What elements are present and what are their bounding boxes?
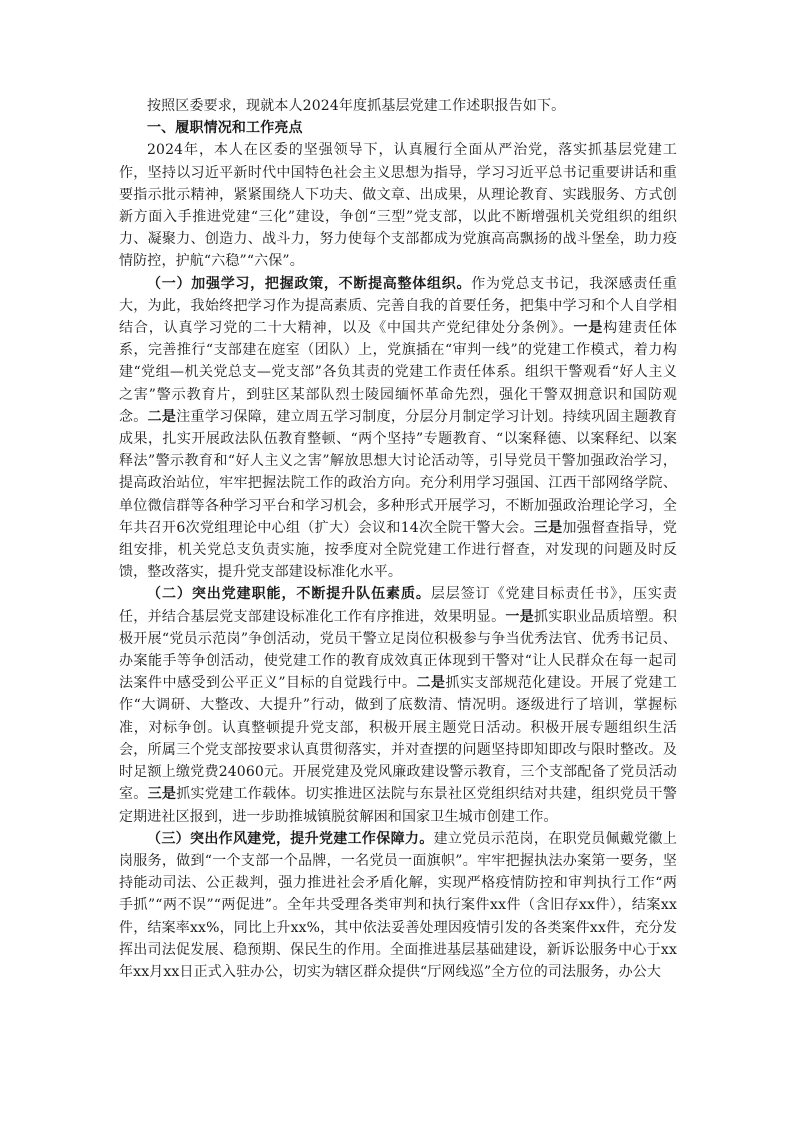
style-paragraph [119, 828, 677, 983]
team-text-3: 抓实支部规范化建设。开展了党建工作“大调研、大整改、大提升”行动，做到了底数清、情况明。逐级进行了培训，掌握标准，对标争创。认真整顿提升党支部，积极开展主题党日活动。积极开展专题组织生活会，所属三个党支部按要求认真贯彻落实，并对查摆的问题坚持即知即改与限时整改。及时足额上缴党费24060元。开展党建及党风廉政建设警示教育，三个支部配备了党员活动室。 [119, 675, 677, 803]
section-heading: 一、履职情况和工作亮点 [147, 120, 303, 137]
style-heading: （三）突出作风建党，提升党建工作保障力。 [147, 830, 434, 847]
document-page [119, 95, 677, 983]
team-text-2: 抓实职业品质培塑。积极开展“党员示范岗”争创活动，党员干警立足岗位积极参与争当优秀法官、优秀书记员、办案能手等争创活动，使党建工作的教育成效真正体现到干警对“让人民群众在每一起司法案件中感受到公平正义”目标的自觉践行中。 [119, 608, 677, 692]
first-point-marker: 一是 [505, 608, 535, 625]
study-paragraph [119, 273, 677, 584]
team-text-1: 层层签订《党建目标责任书》，压实责任，并结合基层党支部建设标准化工作有序推进，效果明显。 [119, 586, 677, 625]
study-text-1: 作为党总支书记，我深感责任重大，为此，我始终把学习作为提高素质、完善自我的首要任务，把集中学习和个人自学相结合，认真学习党的二十大精神，以及《中国共产党纪律处分条例》。 [119, 275, 677, 337]
team-heading: （二）突出党建职能，不断提升队伍素质。 [147, 586, 431, 603]
style-text-1: 建立党员示范岗，在职党员佩戴党徽上岗服务，做到“一个支部一个品牌，一名党员一面旗帜”。牢牢把握执法办案第一要务，坚持能动司法、公正裁判，强力推进社会矛盾化解，实现严格疫情防控和审判执行工作“两手抓”“两不误”“两促进”。全年共受理各类审判和执行案件xx件（含旧存xx件），结案xx件，结案率xx%，同比上升xx%，其中依法妥善处理因疫情引发的各类案件xx件，充分发挥出司法促发展、稳预期、保民生的作用。全面推进基层基础建设，新诉讼服务中心于xx年xx月xx日正式入驻办公，切实为辖区群众提供“厅网线巡”全方位的司法服务，办公大 [119, 830, 677, 980]
study-heading: （一）加强学习，把握政策，不断提高整体组织。 [147, 275, 472, 292]
team-paragraph [119, 583, 677, 827]
second-point-marker: 二是 [416, 675, 446, 692]
study-text-4: 加强督查指导，党组安排，机关党总支负责实施，按季度对全院党建工作进行督查，对发现的问题及时反馈，整改落实，提升党支部建设标准化水平。 [119, 519, 677, 581]
team-text-4: 抓实党建工作载体。切实推进区法院与东景社区党组织结对共建，组织党员干警定期进社区报到，进一步助推城镇脱贫解困和国家卫生城市创建工作。 [119, 786, 677, 825]
intro-paragraph: 按照区委要求，现就本人2024年度抓基层党建工作述职报告如下。 [147, 98, 566, 114]
study-text-3: 注重学习保障，建立周五学习制度，分层分月制定学习计划。持续巩固主题教育成果，扎实开展政法队伍教育整顿、“两个坚持”专题教育、“以案释德、以案释纪、以案释法”警示教育和“好人主义之害”解放思想大讨论活动等，引导党员干警加强政治学习，提高政治站位，牢牢把握法院工作的政治方向。充分利用学习强国、江西干部网络学院、单位微信群等各种学习平台和学习机会，多种形式开展学习，不断加强政治理论学习，全年共召开6次党组理论中心组（扩大）会议和14次全院干警大会。 [119, 408, 677, 536]
first-point-marker: 一是 [573, 320, 604, 337]
overview-paragraph: 2024年，本人在区委的坚强领导下，认真履行全面从严治党，落实抓基层党建工作，坚持以习近平新时代中国特色社会主义思想为指导，学习习近平总书记重要讲话和重要指示批示精神，紧紧围绕人下功夫、做文章、出成果，从理论教育、实践服务、方式创新方面入手推进党建“三化”建设，争创“三型”党支部，以此不断增强机关党组织的组织力、凝聚力、创造力、战斗力，努力使每个支部都成为党旗高高飘扬的战斗堡垒，助力疫情防控，护航“六稳”“六保”。 [119, 142, 677, 270]
third-point-marker: 三是 [533, 519, 563, 536]
third-point-marker: 三是 [147, 786, 177, 803]
second-point-marker: 二是 [147, 408, 177, 425]
study-text-2: 构建责任体系，完善推行“支部建在庭室（团队）上，党旗插在“审判一线”的党建工作模式，着力构建“党组—机关党总支—党支部”各负其责的党建工作责任体系。组织干警观看“好人主义之害”警示教育片，到驻区某部队烈士陵园缅怀革命先烈，强化干警双拥意识和国防观念。 [119, 320, 677, 425]
